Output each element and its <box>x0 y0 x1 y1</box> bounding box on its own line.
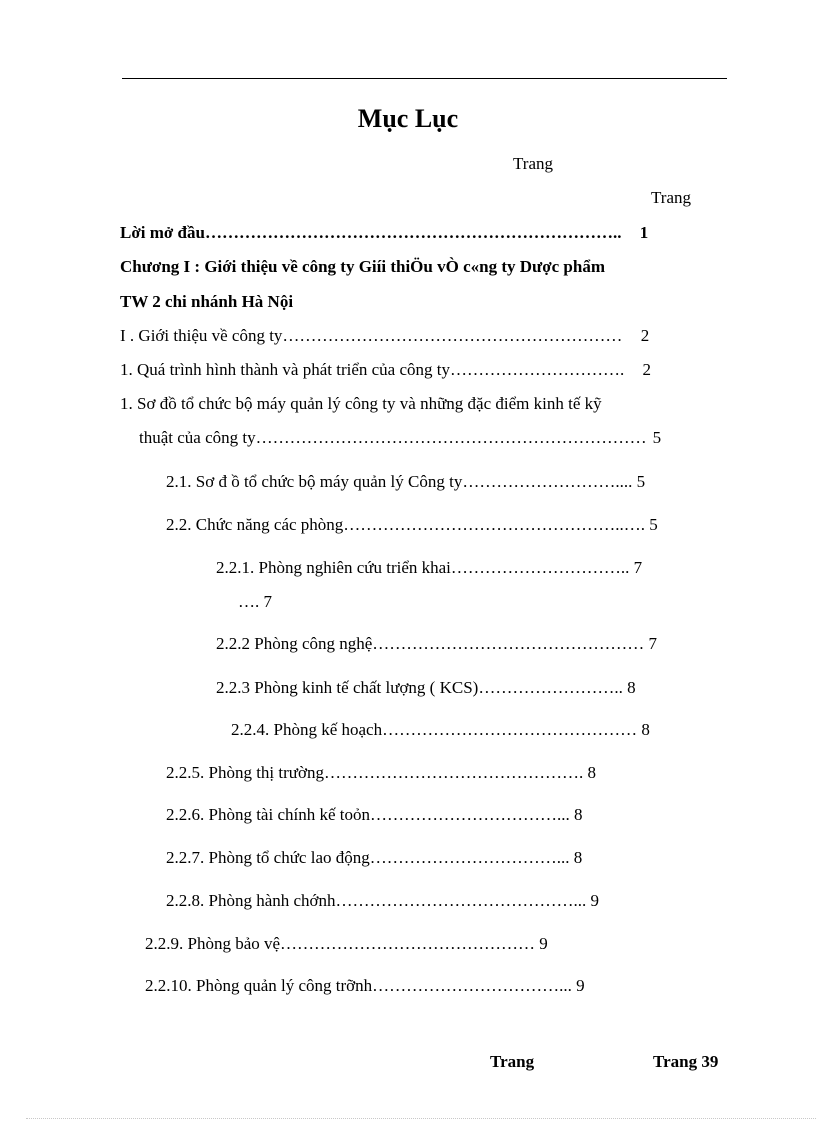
trang-label-2: Trang <box>651 188 691 207</box>
toc-entry: 1. Sơ đồ tổ chức bộ máy quản lý công ty và những đặc điểm kinh tế kỹ <box>120 394 602 413</box>
header-rule <box>122 78 727 79</box>
toc-entry: 2.2.1. Phòng nghiên cứu triển khai………………………….. 7 <box>216 558 643 577</box>
toc-entry: Lời mở đầu……………………………………………………………….. 1 <box>120 223 649 242</box>
toc-entry: 2.2. Chức năng các phòng…………………………………………..…. 5 <box>166 515 658 534</box>
toc-entry: thuật của công ty…………………………………………………………… 5 <box>139 428 662 447</box>
toc-entry: 2.2.6. Phòng tài chính kế toỏn……………………………... 8 <box>166 805 583 824</box>
footer-trang: Trang <box>490 1052 535 1071</box>
toc-entry: …. 7 <box>238 592 272 611</box>
toc-entry: 2.2.7. Phòng tổ chức lao động……………………………... 8 <box>166 848 583 867</box>
toc-entry: 2.1. Sơ đ ồ tổ chức bộ máy quản lý Công ty……………………….... 5 <box>166 472 646 491</box>
toc-entry: 2.2.4. Phòng kế hoạch……………………………………… 8 <box>231 720 650 739</box>
footer-page-number: Trang 39 <box>653 1052 719 1071</box>
toc-entry: 2.2.8. Phòng hành chớnh……………………………………... 9 <box>166 891 600 910</box>
toc-entry: 2.2.3 Phòng kinh tế chất lượng ( KCS)…………………….. 8 <box>216 678 636 697</box>
toc-entry: 1. Quá trình hình thành và phát triển của công ty…………………………. 2 <box>120 360 651 379</box>
toc-entry: TW 2 chi nhánh Hà Nội <box>120 292 294 311</box>
trang-label-1: Trang <box>513 154 553 173</box>
toc-entry: 2.2.5. Phòng thị trường………………………………………. 8 <box>166 763 596 782</box>
toc-entry: I . Giới thiệu về công ty…………………………………………………… 2 <box>120 326 650 345</box>
toc-entry: Chương I : Giới thiệu về công ty Giíi thiÖu vÒ c«ng ty Dược phẩm <box>120 257 606 276</box>
page-title: Mục Lục <box>357 104 459 133</box>
toc-entry: 2.2.10. Phòng quản lý công trỡnh……………………………... 9 <box>145 976 585 995</box>
page-bottom-border <box>26 1118 816 1119</box>
toc-entry: 2.2.2 Phòng công nghệ………………………………………… 7 <box>216 634 658 653</box>
toc-entry: 2.2.9. Phòng bảo vệ……………………………………… 9 <box>145 934 548 953</box>
